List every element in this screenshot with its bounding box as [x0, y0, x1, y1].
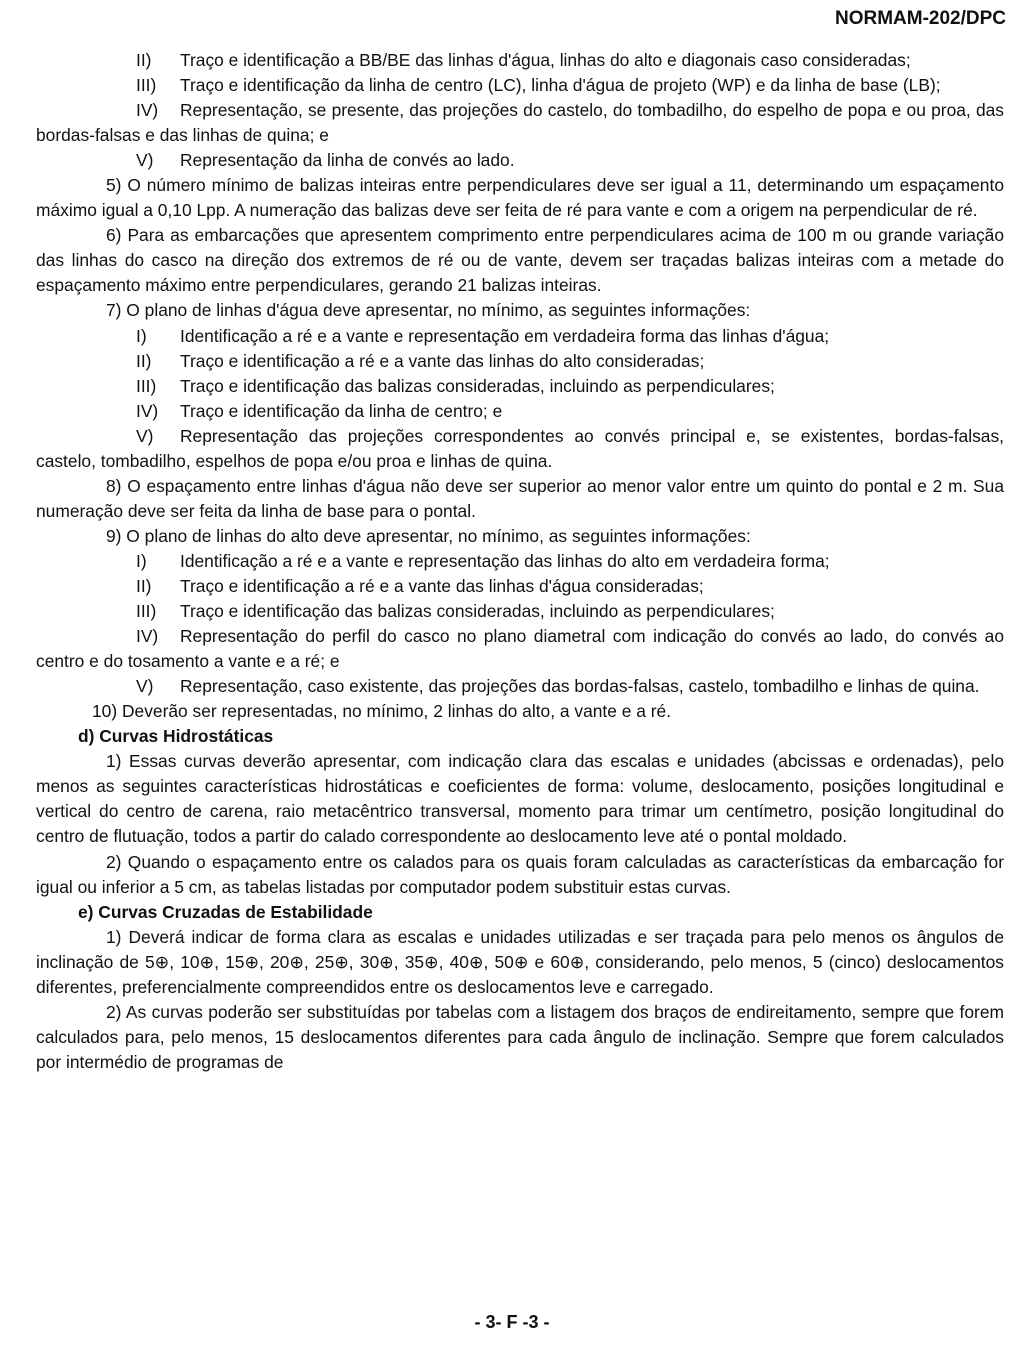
- item-label: IV): [136, 400, 159, 421]
- list-item: [36, 324, 1004, 349]
- paragraph-8: 8) O espaçamento entre linhas d'água não deve ser superior ao menor valor entre um quinto do pontal e 2 m. Sua numeração deve ser feita da linha de base para o pontal.: [36, 475, 1004, 521]
- item-text: Representação, caso existente, das projeções das bordas-falsas, castelo, tombadilho e linhas de quina.: [180, 676, 980, 697]
- item-text: Traço e identificação da linha de centro (LC), linha d'água de projeto (WP) e da linha de base (LB);: [180, 75, 941, 96]
- document-header: NORMAM-202/DPC: [834, 8, 1006, 29]
- paragraph-5: 5) O número mínimo de balizas inteiras entre perpendiculares deve ser igual a 11, determinando um espaçamento máximo igual a 0,10 Lpp. A numeração das balizas deve ser feita de ré para vante e com a origem na perpendicular de ré.: [36, 175, 1004, 221]
- item-label: III): [136, 601, 157, 622]
- section-heading-e: e) Curvas Cruzadas de Estabilidade: [78, 901, 373, 922]
- item-label: V): [136, 676, 154, 697]
- list-item: [36, 674, 1004, 699]
- item-label: V): [136, 150, 154, 171]
- item-text: Traço e identificação das balizas consideradas, incluindo as perpendiculares;: [180, 375, 775, 396]
- list-item: [36, 349, 1004, 374]
- item-label: V): [136, 425, 154, 446]
- list-item: [36, 424, 1004, 474]
- item-label: IV): [136, 100, 159, 121]
- paragraph-d2: 2) Quando o espaçamento entre os calados para os quais foram calculadas as características da embarcação for igual ou inferior a 5 cm, as tabelas listadas por computador podem substituir estas curvas.: [36, 851, 1004, 897]
- item-label: IV): [136, 626, 159, 647]
- item-text: Representação do perfil do casco no plano diametral com indicação do convés ao lado, do convés ao centro e do tosamento a vante e a ré; e: [36, 626, 1004, 672]
- list-item: [36, 624, 1004, 674]
- item-text: Identificação a ré e a vante e representação em verdadeira forma das linhas d'água;: [180, 325, 830, 346]
- item-label: I): [136, 325, 147, 346]
- item-label: III): [136, 375, 157, 396]
- item-text: Traço e identificação a ré e a vante das linhas d'água consideradas;: [180, 575, 704, 596]
- list-item: [36, 574, 1004, 599]
- item-text: Traço e identificação a BB/BE das linhas d'água, linhas do alto e diagonais caso consideradas;: [180, 50, 911, 70]
- item-label: III): [136, 75, 157, 96]
- page-number: - 3- F -3 -: [474, 1312, 550, 1332]
- item-text: Traço e identificação das balizas consideradas, incluindo as perpendiculares;: [180, 601, 775, 622]
- paragraph-d1: 1) Essas curvas deverão apresentar, com indicação clara das escalas e unidades (abcissas e ordenadas), pelo menos as seguintes características hidrostáticas e coeficientes de forma: volume, deslocamento, posições longitudinal e vertical do centro de carena, raio metacêntrico transversal, momento para trimar um centímetro, posição longitudinal do centro de flutuação, todos a partir do calado correspondente ao deslocamento leve até o pontal moldado.: [36, 751, 1004, 847]
- item-v: [36, 148, 1004, 173]
- item-label: II): [136, 575, 152, 596]
- item-ii: [36, 48, 1004, 73]
- item-label: II): [136, 350, 152, 371]
- section-heading-d: d) Curvas Hidrostáticas: [78, 726, 274, 747]
- item-text: Traço e identificação da linha de centro; e: [180, 400, 503, 421]
- item-text: Representação, se presente, das projeções do castelo, do tombadilho, do espelho de popa e ou proa, das bordas-falsas e das linhas de quina; e: [36, 100, 1004, 146]
- paragraph-9: 9) O plano de linhas do alto deve apresentar, no mínimo, as seguintes informações:: [106, 525, 751, 546]
- item-text: Representação das projeções correspondentes ao convés principal e, se existentes, bordas-falsas, castelo, tombadilho, espelhos de popa e/ou proa e linhas de quina.: [36, 425, 1004, 471]
- paragraph-6: 6) Para as embarcações que apresentem comprimento entre perpendiculares acima de 100 m ou grande variação das linhas do casco na direção dos extremos de ré ou de vante, devem ser traçadas balizas inteiras com a metade do espaçamento máximo entre perpendiculares, gerando 21 balizas inteiras.: [36, 225, 1004, 296]
- list-item: [36, 374, 1004, 399]
- item-text: Representação da linha de convés ao lado.: [180, 150, 515, 171]
- item-iii: [36, 73, 1004, 98]
- item-text: Traço e identificação a ré e a vante das linhas do alto consideradas;: [180, 350, 705, 371]
- document-body: [36, 48, 1004, 1075]
- paragraph-e2: 2) As curvas poderão ser substituídas por tabelas com a listagem dos braços de endireitamento, sempre que forem calculados para, pelo menos, 15 deslocamentos diferentes para cada ângulo de inclinação. Sempre que forem calculados por intermédio de programas de: [36, 1001, 1004, 1072]
- paragraph-10: 10) Deverão ser representadas, no mínimo, 2 linhas do alto, a vante e a ré.: [92, 701, 672, 722]
- list-item: [36, 549, 1004, 574]
- paragraph-7: 7) O plano de linhas d'água deve apresentar, no mínimo, as seguintes informações:: [106, 300, 751, 321]
- item-label: I): [136, 550, 147, 571]
- item-label: II): [136, 50, 152, 70]
- item-text: Identificação a ré e a vante e representação das linhas do alto em verdadeira forma;: [180, 550, 830, 571]
- list-item: [36, 599, 1004, 624]
- item-iv: [36, 98, 1004, 148]
- paragraph-e1: 1) Deverá indicar de forma clara as escalas e unidades utilizadas e ser traçada para pelo menos os ângulos de inclinação de 5⊕, 10⊕, 15⊕, 20⊕, 25⊕, 30⊕, 35⊕, 40⊕, 50⊕ e 60⊕, considerando, pelo menos, 5 (cinco) deslocamentos diferentes, preferencialmente compreendidos entre os deslocamentos leve e carregado.: [36, 926, 1004, 997]
- list-item: [36, 399, 1004, 424]
